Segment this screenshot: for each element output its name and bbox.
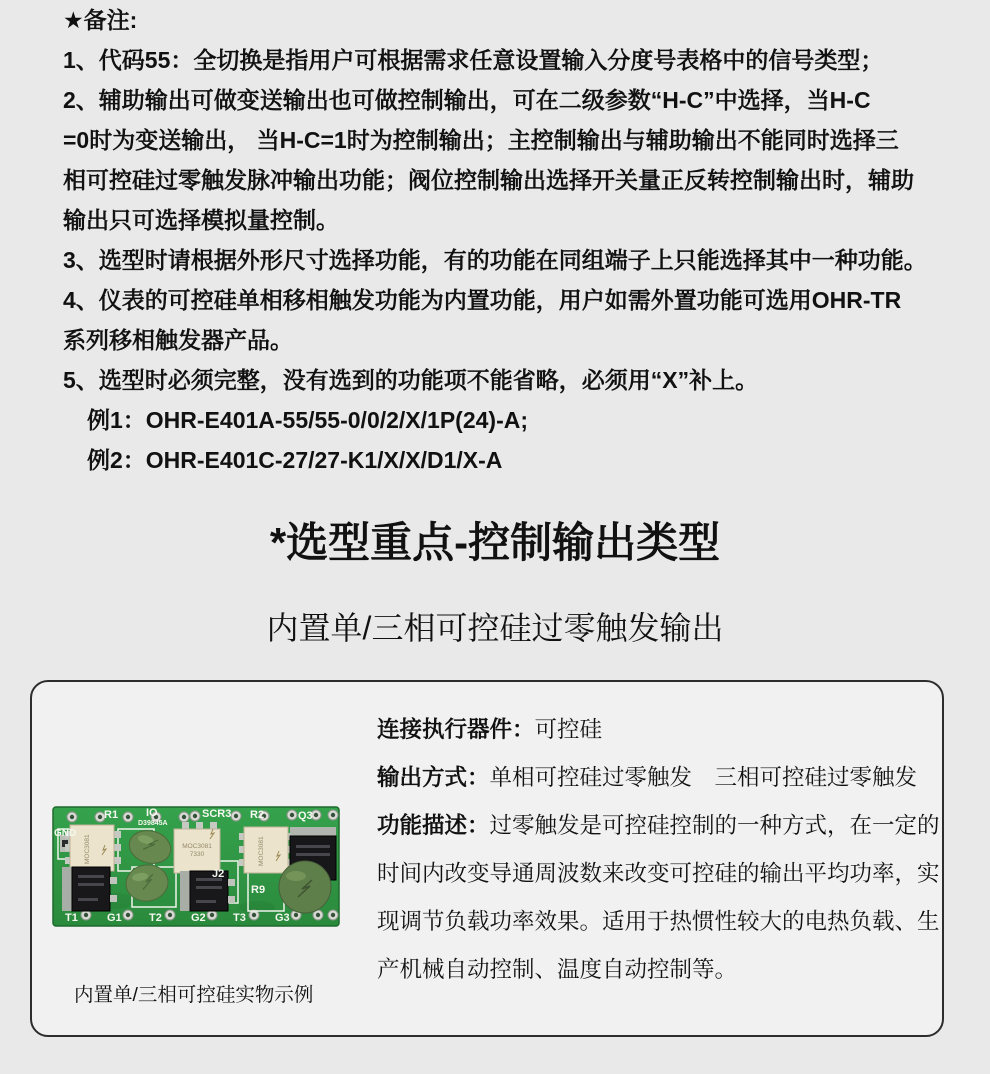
spec-output-mode-label: 输出方式：: [377, 765, 490, 790]
section-title: *选型重点-控制输出类型: [269, 519, 721, 566]
spec-list: [377, 706, 955, 994]
spec-actuator-value: 可控硅: [534, 717, 603, 742]
pcb-photo: [52, 803, 340, 931]
note-line: 2、辅助输出可做变送输出也可做控制输出，可在二级参数“H-C”中选择，当H-C: [63, 87, 871, 113]
svg-text:MOC3081: MOC3081: [182, 843, 212, 850]
pcb-label-g1: G1: [107, 912, 122, 924]
pcb-label-q3: Q3: [298, 810, 313, 822]
spec-function-desc-line: 现调节负载功率效果。适用于热惯性较大的电热负载、生: [377, 909, 940, 934]
pcb-label-t1: T1: [65, 912, 78, 924]
pcb-label-r1: R1: [104, 809, 119, 821]
section-subtitle: 内置单/三相可控硅过零触发输出: [266, 610, 724, 646]
pcb-label-r2: R2: [250, 809, 265, 821]
product-card: [30, 680, 944, 1037]
pcb-label-gnd: GND: [54, 828, 77, 839]
note-line: =0时为变送输出， 当H-C=1时为控制输出；主控制输出与辅助输出不能同时选择三: [63, 127, 899, 153]
pcb-label-t3: T3: [233, 912, 246, 924]
pcb-label-t2: T2: [149, 912, 162, 924]
svg-text:MOC3081: MOC3081: [258, 836, 265, 866]
note-line: 4、仪表的可控硅单相移相触发功能为内置功能，用户如需外置功能可选用OHR-TR: [63, 287, 902, 313]
pcb-label-g2: G2: [191, 912, 206, 924]
pcb-label-lot: D39845A: [138, 820, 168, 827]
spec-function-desc: [377, 802, 955, 850]
pcb-label-scr3: SCR3: [202, 808, 232, 820]
spec-function-desc-line: 时间内改变导通周波数来改变可控硅的输出平均功率，实: [377, 861, 940, 886]
pcb-optocoupler-right: [239, 827, 295, 873]
notes-section: [63, 0, 975, 480]
svg-text:MOC3081: MOC3081: [84, 834, 91, 864]
spec-output-mode-value: 单相可控硅过零触发 三相可控硅过零触发: [489, 765, 918, 790]
note-line: 相可控硅过零触发脉冲输出功能；阀位控制输出选择开关量正反转控制输出时，辅助: [63, 167, 914, 193]
model-example-2: 例2：OHR-E401C-27/27-K1/X/X/D1/X-A: [87, 447, 503, 473]
pcb-caption: 内置单/三相可控硅实物示例: [74, 984, 314, 1006]
spec-function-desc-line: 产机械自动控制、温度自动控制等。: [377, 957, 738, 982]
pcb-label-g3: G3: [275, 912, 290, 924]
pcb-capacitor-3: [279, 861, 331, 913]
note-line: 输出只可选择模拟量控制。: [63, 207, 339, 233]
pcb-label-io: IO: [146, 807, 158, 819]
pcb-label-j2: J2: [212, 868, 225, 880]
spec-actuator-label: 连接执行器件：: [377, 717, 535, 742]
note-line: 1、代码55：全切换是指用户可根据需求任意设置输入分度号表格中的信号类型；: [63, 47, 884, 73]
pcb-triac-middle: [180, 871, 235, 911]
note-line: 系列移相触发器产品。: [63, 327, 293, 353]
spec-actuator: [377, 706, 955, 754]
note-line: 3、选型时请根据外形尺寸选择功能，有的功能在同组端子上只能选择其中一种功能。: [63, 247, 927, 273]
spec-function-desc-label: 功能描述：: [377, 813, 490, 838]
pcb-label-r9: R9: [251, 884, 266, 896]
model-example-1: 例1：OHR-E401A-55/55-0/0/2/X/1P(24)-A;: [87, 407, 528, 433]
spec-output-mode: [377, 754, 955, 802]
note-line: 5、选型时必须完整，没有选到的功能项不能省略，必须用“X”补上。: [63, 367, 759, 393]
pcb-triac-left: [62, 867, 117, 911]
svg-text:7330: 7330: [189, 851, 205, 858]
notes-header: ★备注:: [63, 7, 138, 33]
spec-function-desc-value: 过零触发是可控硅控制的一种方式，在一定的: [489, 813, 940, 838]
